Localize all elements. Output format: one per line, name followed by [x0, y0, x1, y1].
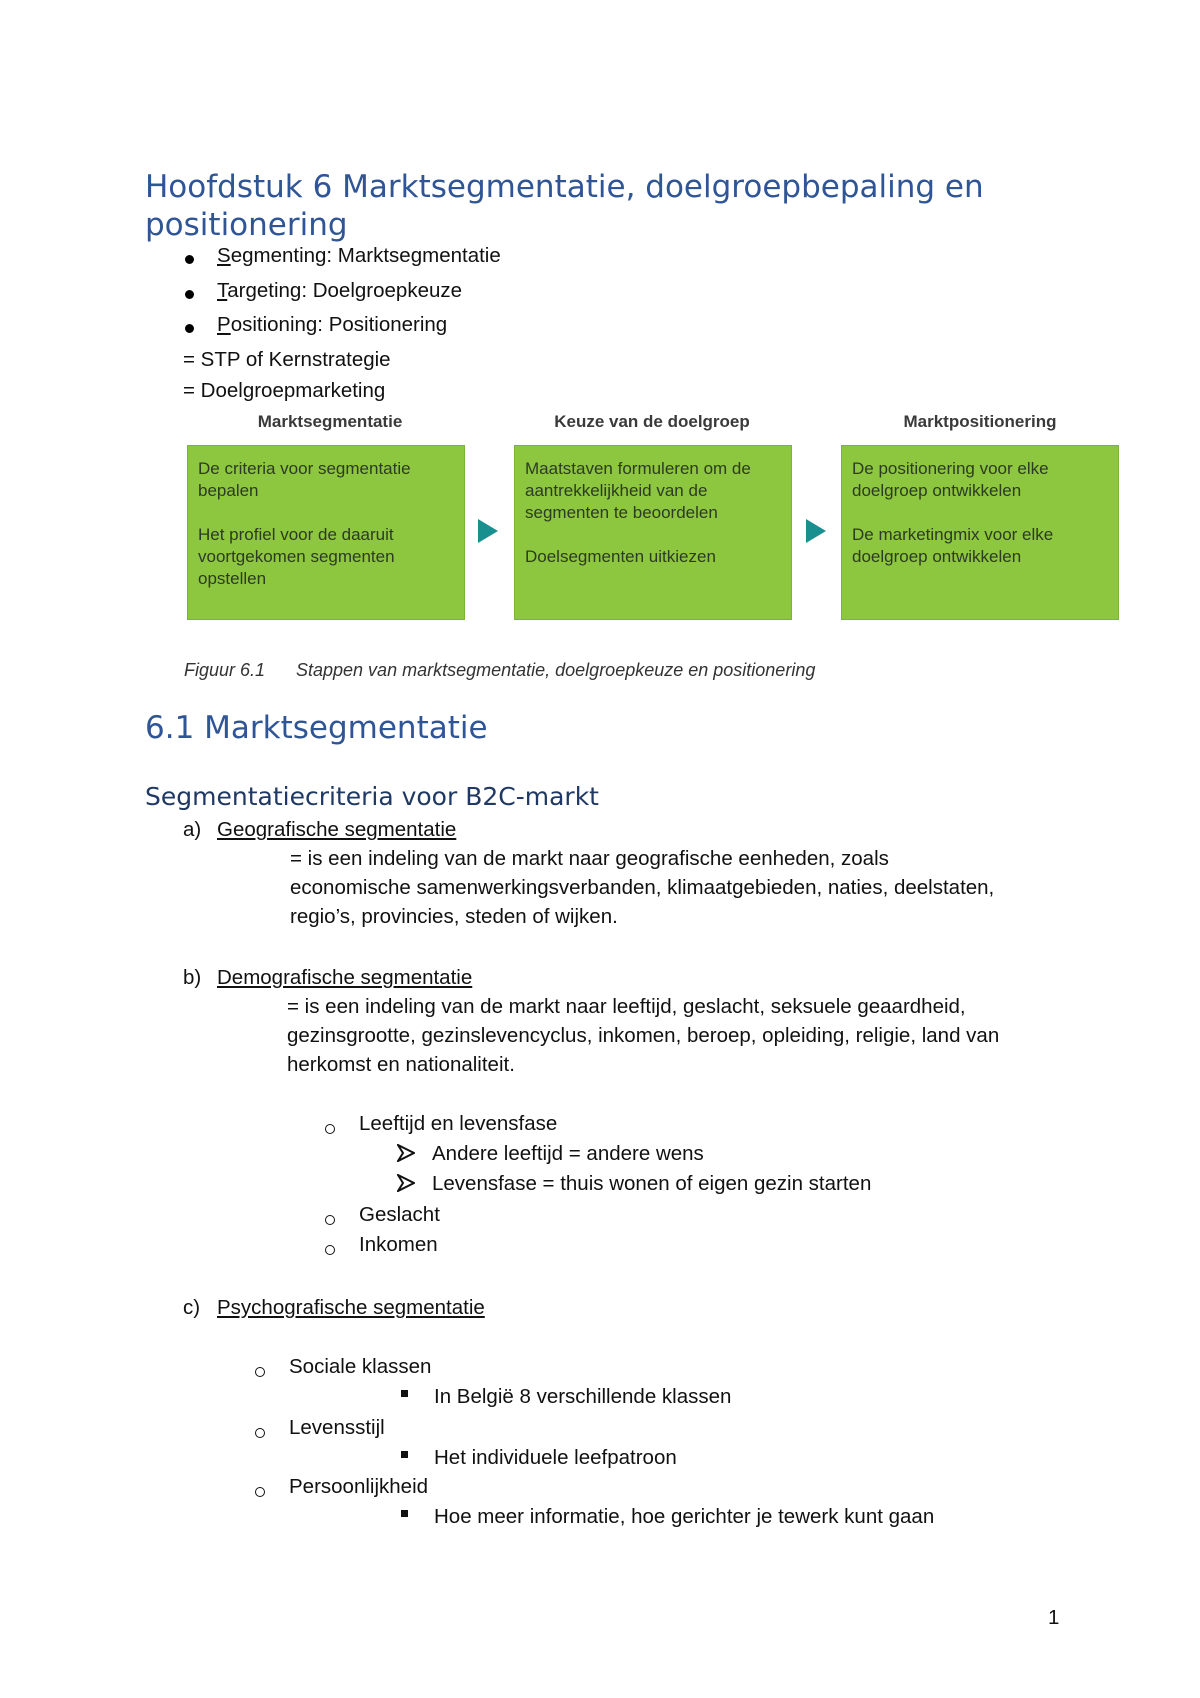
diagram-label-marktsegmentatie: Marktsegmentatie — [257, 412, 403, 431]
square-bullet-icon — [401, 1390, 408, 1397]
circle-bullet-icon — [255, 1367, 265, 1377]
geografische-title: Geografische segmentatie — [217, 818, 457, 841]
section-title: 6.1 Marktsegmentatie — [145, 710, 488, 746]
box-text: De criteria voor segmentatie bepalen — [198, 459, 411, 500]
square-bullet-icon — [401, 1451, 408, 1458]
demografische-line: gezinsgrootte, gezinslevencyclus, inkomen, beroep, opleiding, religie, land van — [287, 1024, 1000, 1047]
list-item: Inkomen — [359, 1233, 438, 1256]
bullet-icon — [185, 290, 194, 299]
box-text: De marketingmix voor elke doelgroep ontwikkelen — [852, 525, 1054, 566]
circle-bullet-icon — [325, 1245, 335, 1255]
circle-bullet-icon — [255, 1428, 265, 1438]
geografische-line: = is een indeling van de markt naar geografische eenheden, zoals — [290, 847, 889, 870]
page-title-line2: positionering — [145, 207, 348, 243]
stp-equals-doelgroepmarketing: = Doelgroepmarketing — [183, 379, 386, 402]
stp-equals-kernstrategie: = STP of Kernstrategie — [183, 348, 391, 371]
diagram-box-positionering — [841, 445, 1119, 620]
stp-item-positioning: Positioning: Positionering — [217, 313, 448, 336]
diagram-label-doelgroep: Keuze van de doelgroep — [554, 412, 750, 431]
geografische-line: economische samenwerkingsverbanden, klimaatgebieden, naties, deelstaten, — [290, 876, 995, 899]
list-item: Sociale klassen — [289, 1355, 432, 1378]
demografische-title: Demografische segmentatie — [217, 966, 473, 989]
stp-item-targeting: Targeting: Doelgroepkeuze — [217, 279, 463, 302]
arrow-right-icon — [478, 519, 498, 543]
page-number: 1 — [1048, 1606, 1060, 1629]
box-text: De positionering voor elke doelgroep ontwikkelen — [852, 459, 1049, 500]
psychografische-title: Psychografische segmentatie — [217, 1296, 485, 1319]
figure-caption-text: Stappen van marktsegmentatie, doelgroepkeuze en positionering — [296, 660, 816, 680]
page-title-line1: Hoofdstuk 6 Marktsegmentatie, doelgroepbepaling en — [145, 169, 984, 205]
list-item: Persoonlijkheid — [289, 1475, 429, 1498]
arrowhead-bullet-icon — [397, 1174, 415, 1192]
box-text: Maatstaven formuleren om de aantrekkelijkheid van de segmenten te beoordelen — [525, 459, 751, 522]
box-text: Het profiel voor de daaruit voortgekomen segmenten opstellen — [198, 525, 395, 588]
circle-bullet-icon — [325, 1124, 335, 1134]
diagram-box-segmentatie — [187, 445, 465, 620]
demografische-line: = is een indeling van de markt naar leeftijd, geslacht, seksuele geaardheid, — [287, 995, 966, 1018]
bullet-icon — [185, 255, 194, 264]
figure-caption-number: Figuur 6.1 — [184, 660, 266, 680]
list-subitem: In België 8 verschillende klassen — [434, 1385, 732, 1408]
list-subitem: Hoe meer informatie, hoe gerichter je tewerk kunt gaan — [434, 1505, 935, 1528]
list-item: Leeftijd en levensfase — [359, 1112, 558, 1135]
geografische-line: regio’s, provincies, steden of wijken. — [290, 905, 618, 928]
bullet-icon — [185, 324, 194, 333]
arrow-right-icon — [806, 519, 826, 543]
list-subitem: Het individuele leefpatroon — [434, 1446, 677, 1469]
diagram-box-doelgroep — [514, 445, 792, 620]
list-marker-c: c) — [183, 1296, 201, 1319]
list-item: Levensstijl — [289, 1416, 385, 1439]
circle-bullet-icon — [255, 1487, 265, 1497]
diagram-label-positionering: Marktpositionering — [903, 412, 1057, 431]
list-subitem: Andere leeftijd = andere wens — [432, 1142, 704, 1165]
square-bullet-icon — [401, 1510, 408, 1517]
stp-item-segmenting: Segmenting: Marktsegmentatie — [217, 244, 501, 267]
circle-bullet-icon — [325, 1215, 335, 1225]
list-subitem: Levensfase = thuis wonen of eigen gezin starten — [432, 1172, 872, 1195]
list-marker-b: b) — [183, 966, 202, 989]
box-text: Doelsegmenten uitkiezen — [525, 547, 716, 566]
subsection-title: Segmentatiecriteria voor B2C-markt — [145, 782, 599, 811]
demografische-line: herkomst en nationaliteit. — [287, 1053, 515, 1076]
arrowhead-bullet-icon — [397, 1144, 415, 1162]
list-marker-a: a) — [183, 818, 202, 841]
list-item: Geslacht — [359, 1203, 440, 1226]
